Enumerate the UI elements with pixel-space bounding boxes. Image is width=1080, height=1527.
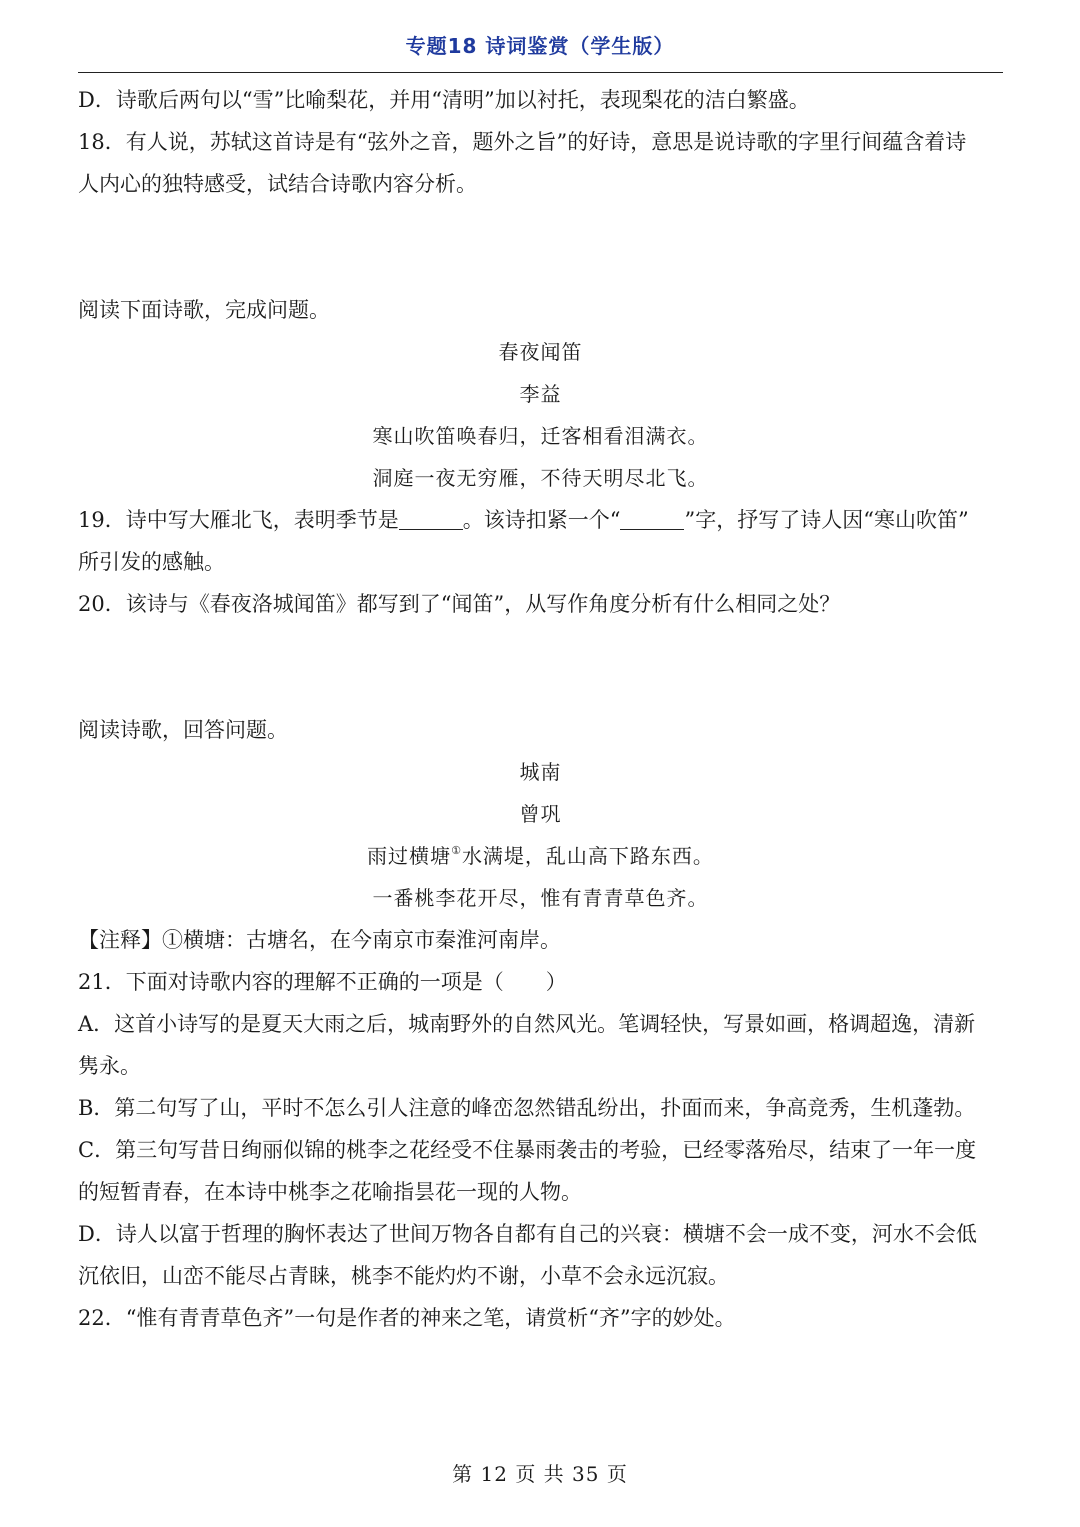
reading-instruction-1: 阅读下面诗歌，完成问题。 bbox=[78, 298, 330, 322]
q19-part1: 19．诗中写大雁北飞，表明季节是 bbox=[78, 508, 399, 532]
poem2-line1 bbox=[78, 835, 1003, 877]
option-a-line2: 隽永。 bbox=[78, 1054, 141, 1078]
option-d-line2: 沉依旧，山峦不能尽占青睐，桃李不能灼灼不谢，小草不会永远沉寂。 bbox=[78, 1264, 729, 1288]
page-number: 第 12 页 共 35 页 bbox=[452, 1462, 628, 1486]
poem1-author: 李益 bbox=[519, 382, 562, 406]
option-a-line1: A．这首小诗写的是夏天大雨之后，城南野外的自然风光。笔调轻快，写景如画，格调超逸，清新 bbox=[78, 1012, 976, 1036]
poem2-line1-part1: 雨过横塘 bbox=[367, 844, 452, 868]
question-19-line1 bbox=[78, 499, 1003, 541]
question-18-line1: 18．有人说，苏轼这首诗是有“弦外之音，题外之旨”的好诗，意思是说诗歌的字里行间蕴含着诗 bbox=[78, 130, 967, 154]
poem2-line2: 一番桃李花开尽，惟有青青草色齐。 bbox=[372, 886, 709, 910]
page-header-title: 专题18 诗词鉴赏（学生版） bbox=[405, 34, 675, 58]
option-b: B．第二句写了山，平时不怎么引人注意的峰峦忽然错乱纷出，扑面而来，争高竞秀，生机蓬勃。 bbox=[78, 1096, 976, 1120]
footnote-mark: ① bbox=[451, 844, 462, 857]
option-d-line1: D．诗人以富于哲理的胸怀表达了世间万物各自都有自己的兴衰：横塘不会一成不变，河水不会低 bbox=[78, 1222, 977, 1246]
poem1-title: 春夜闻笛 bbox=[498, 340, 583, 364]
answer-space bbox=[78, 625, 1003, 709]
q19-part3: ”字，抒写了诗人因“寒山吹笛” bbox=[684, 508, 969, 532]
poem1-line2: 洞庭一夜无穷雁，不待天明尽北飞。 bbox=[372, 466, 709, 490]
blank-keyword[interactable] bbox=[620, 508, 684, 530]
question-22: 22．“惟有青青草色齐”一句是作者的神来之笔，请赏析“齐”字的妙处。 bbox=[78, 1306, 736, 1330]
question-19-line2: 所引发的感触。 bbox=[78, 550, 225, 574]
option-c-line1: C．第三句写昔日绚丽似锦的桃李之花经受不住暴雨袭击的考验，已经零落殆尽，结束了一年一度 bbox=[78, 1138, 977, 1162]
poem2-author: 曾巩 bbox=[519, 802, 562, 826]
reading-instruction-2: 阅读诗歌，回答问题。 bbox=[78, 718, 288, 742]
q19-part2: 。该诗扣紧一个“ bbox=[462, 508, 621, 532]
poem2-title: 城南 bbox=[519, 760, 562, 784]
blank-season[interactable] bbox=[399, 508, 463, 530]
document-body bbox=[78, 79, 1003, 1339]
option-c-line2: 的短暂青春，在本诗中桃李之花喻指昙花一现的人物。 bbox=[78, 1180, 582, 1204]
poem1-line1: 寒山吹笛唤春归，迁客相看泪满衣。 bbox=[372, 424, 709, 448]
option-d-prev: D．诗歌后两句以“雪”比喻梨花，并用“清明”加以衬托，表现梨花的洁白繁盛。 bbox=[78, 88, 810, 112]
annotation-note: 【注释】①横塘：古塘名，在今南京市秦淮河南岸。 bbox=[78, 928, 561, 952]
answer-space bbox=[78, 205, 1003, 289]
question-18-line2: 人内心的独特感受，试结合诗歌内容分析。 bbox=[78, 172, 477, 196]
question-20: 20．该诗与《春夜洛城闻笛》都写到了“闻笛”，从写作角度分析有什么相同之处？ bbox=[78, 592, 841, 616]
question-21-stem: 21．下面对诗歌内容的理解不正确的一项是（ ） bbox=[78, 970, 567, 994]
header-divider bbox=[78, 72, 1003, 73]
poem2-line1-part2: 水满堤，乱山高下路东西。 bbox=[461, 844, 714, 868]
